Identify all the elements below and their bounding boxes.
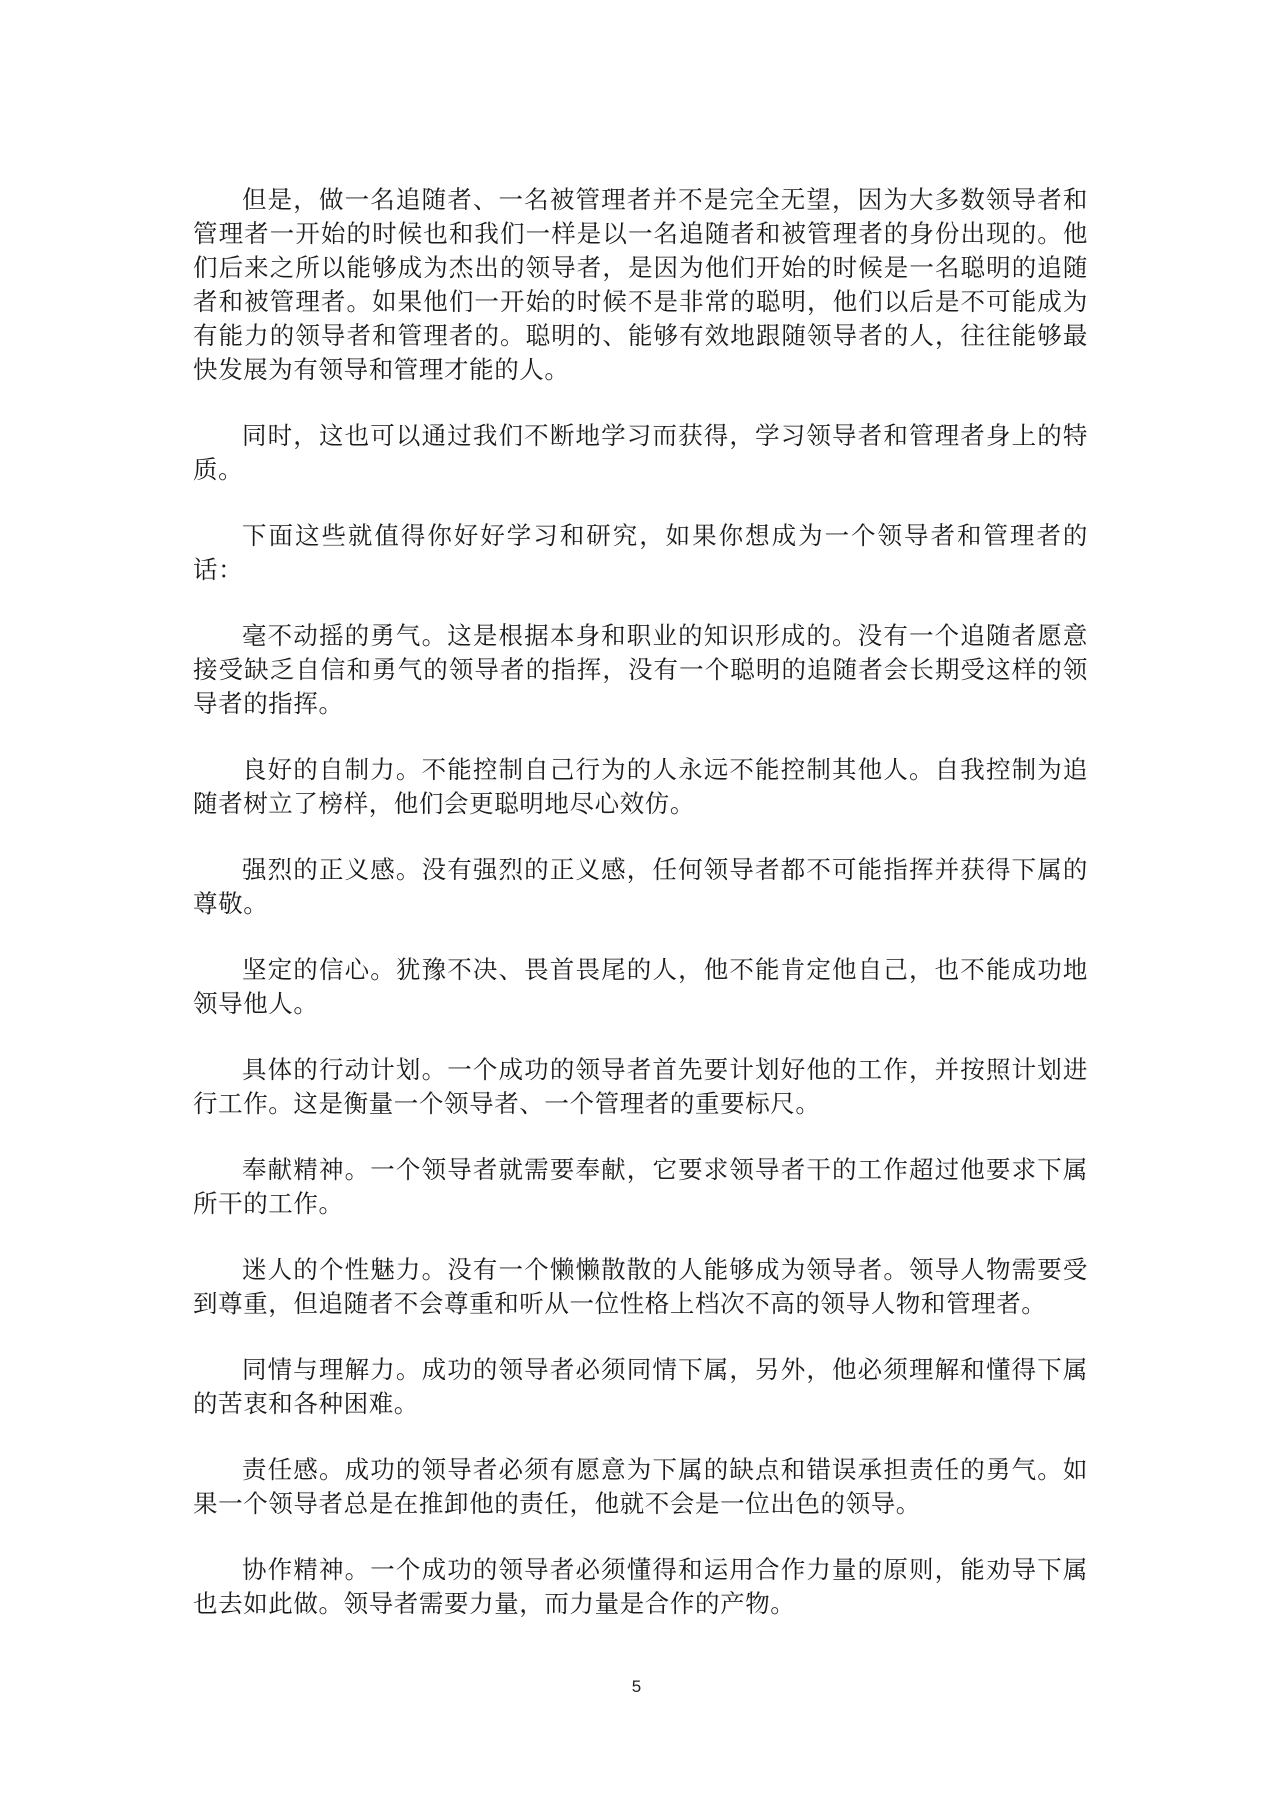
paragraph-9: 奉献精神。一个领导者就需要奉献，它要求领导者干的工作超过他要求下属所干的工作。 [193, 1155, 1088, 1218]
paragraph-4: 毫不动摇的勇气。这是根据本身和职业的知识形成的。没有一个追随者愿意接受缺乏自信和勇气的领导者的指挥，没有一个聪明的追随者会长期受这样的领导者的指挥。 [193, 621, 1088, 718]
paragraph-13: 协作精神。一个成功的领导者必须懂得和运用合作力量的原则，能劝导下属也去如此做。领导者需要力量，而力量是合作的产物。 [193, 1555, 1088, 1618]
document-body [193, 183, 1088, 1653]
paragraph-3: 下面这些就值得你好好学习和研究，如果你想成为一个领导者和管理者的话： [193, 521, 1088, 584]
paragraph-10: 迷人的个性魅力。没有一个懒懒散散的人能够成为领导者。领导人物需要受到尊重，但追随者不会尊重和听从一位性格上档次不高的领导人物和管理者。 [193, 1255, 1088, 1318]
paragraph-7: 坚定的信心。犹豫不决、畏首畏尾的人，他不能肯定他自己，也不能成功地领导他人。 [193, 955, 1088, 1018]
paragraph-12: 责任感。成功的领导者必须有愿意为下属的缺点和错误承担责任的勇气。如果一个领导者总是在推卸他的责任，他就不会是一位出色的领导。 [193, 1455, 1088, 1518]
paragraph-2: 同时，这也可以通过我们不断地学习而获得，学习领导者和管理者身上的特质。 [193, 421, 1088, 484]
paragraph-8: 具体的行动计划。一个成功的领导者首先要计划好他的工作，并按照计划进行工作。这是衡量一个领导者、一个管理者的重要标尺。 [193, 1055, 1088, 1118]
paragraph-1: 但是，做一名追随者、一名被管理者并不是完全无望，因为大多数领导者和管理者一开始的时候也和我们一样是以一名追随者和被管理者的身份出现的。他们后来之所以能够成为杰出的领导者，是因为他们开始的时候是一名聪明的追随者和被管理者。如果他们一开始的时候不是非常的聪明，他们以后是不可能成为有能力的领导者和管理者的。聪明的、能够有效地跟随领导者的人，往往能够最快发展为有领导和管理才能的人。 [193, 185, 1088, 384]
paragraph-6: 强烈的正义感。没有强烈的正义感，任何领导者都不可能指挥并获得下属的尊敬。 [193, 855, 1088, 918]
page-number: 5 [631, 1677, 642, 1696]
paragraph-5: 良好的自制力。不能控制自己行为的人永远不能控制其他人。自我控制为追随者树立了榜样，他们会更聪明地尽心效仿。 [193, 755, 1088, 818]
paragraph-11: 同情与理解力。成功的领导者必须同情下属，另外，他必须理解和懂得下属的苦衷和各种困难。 [193, 1355, 1088, 1418]
